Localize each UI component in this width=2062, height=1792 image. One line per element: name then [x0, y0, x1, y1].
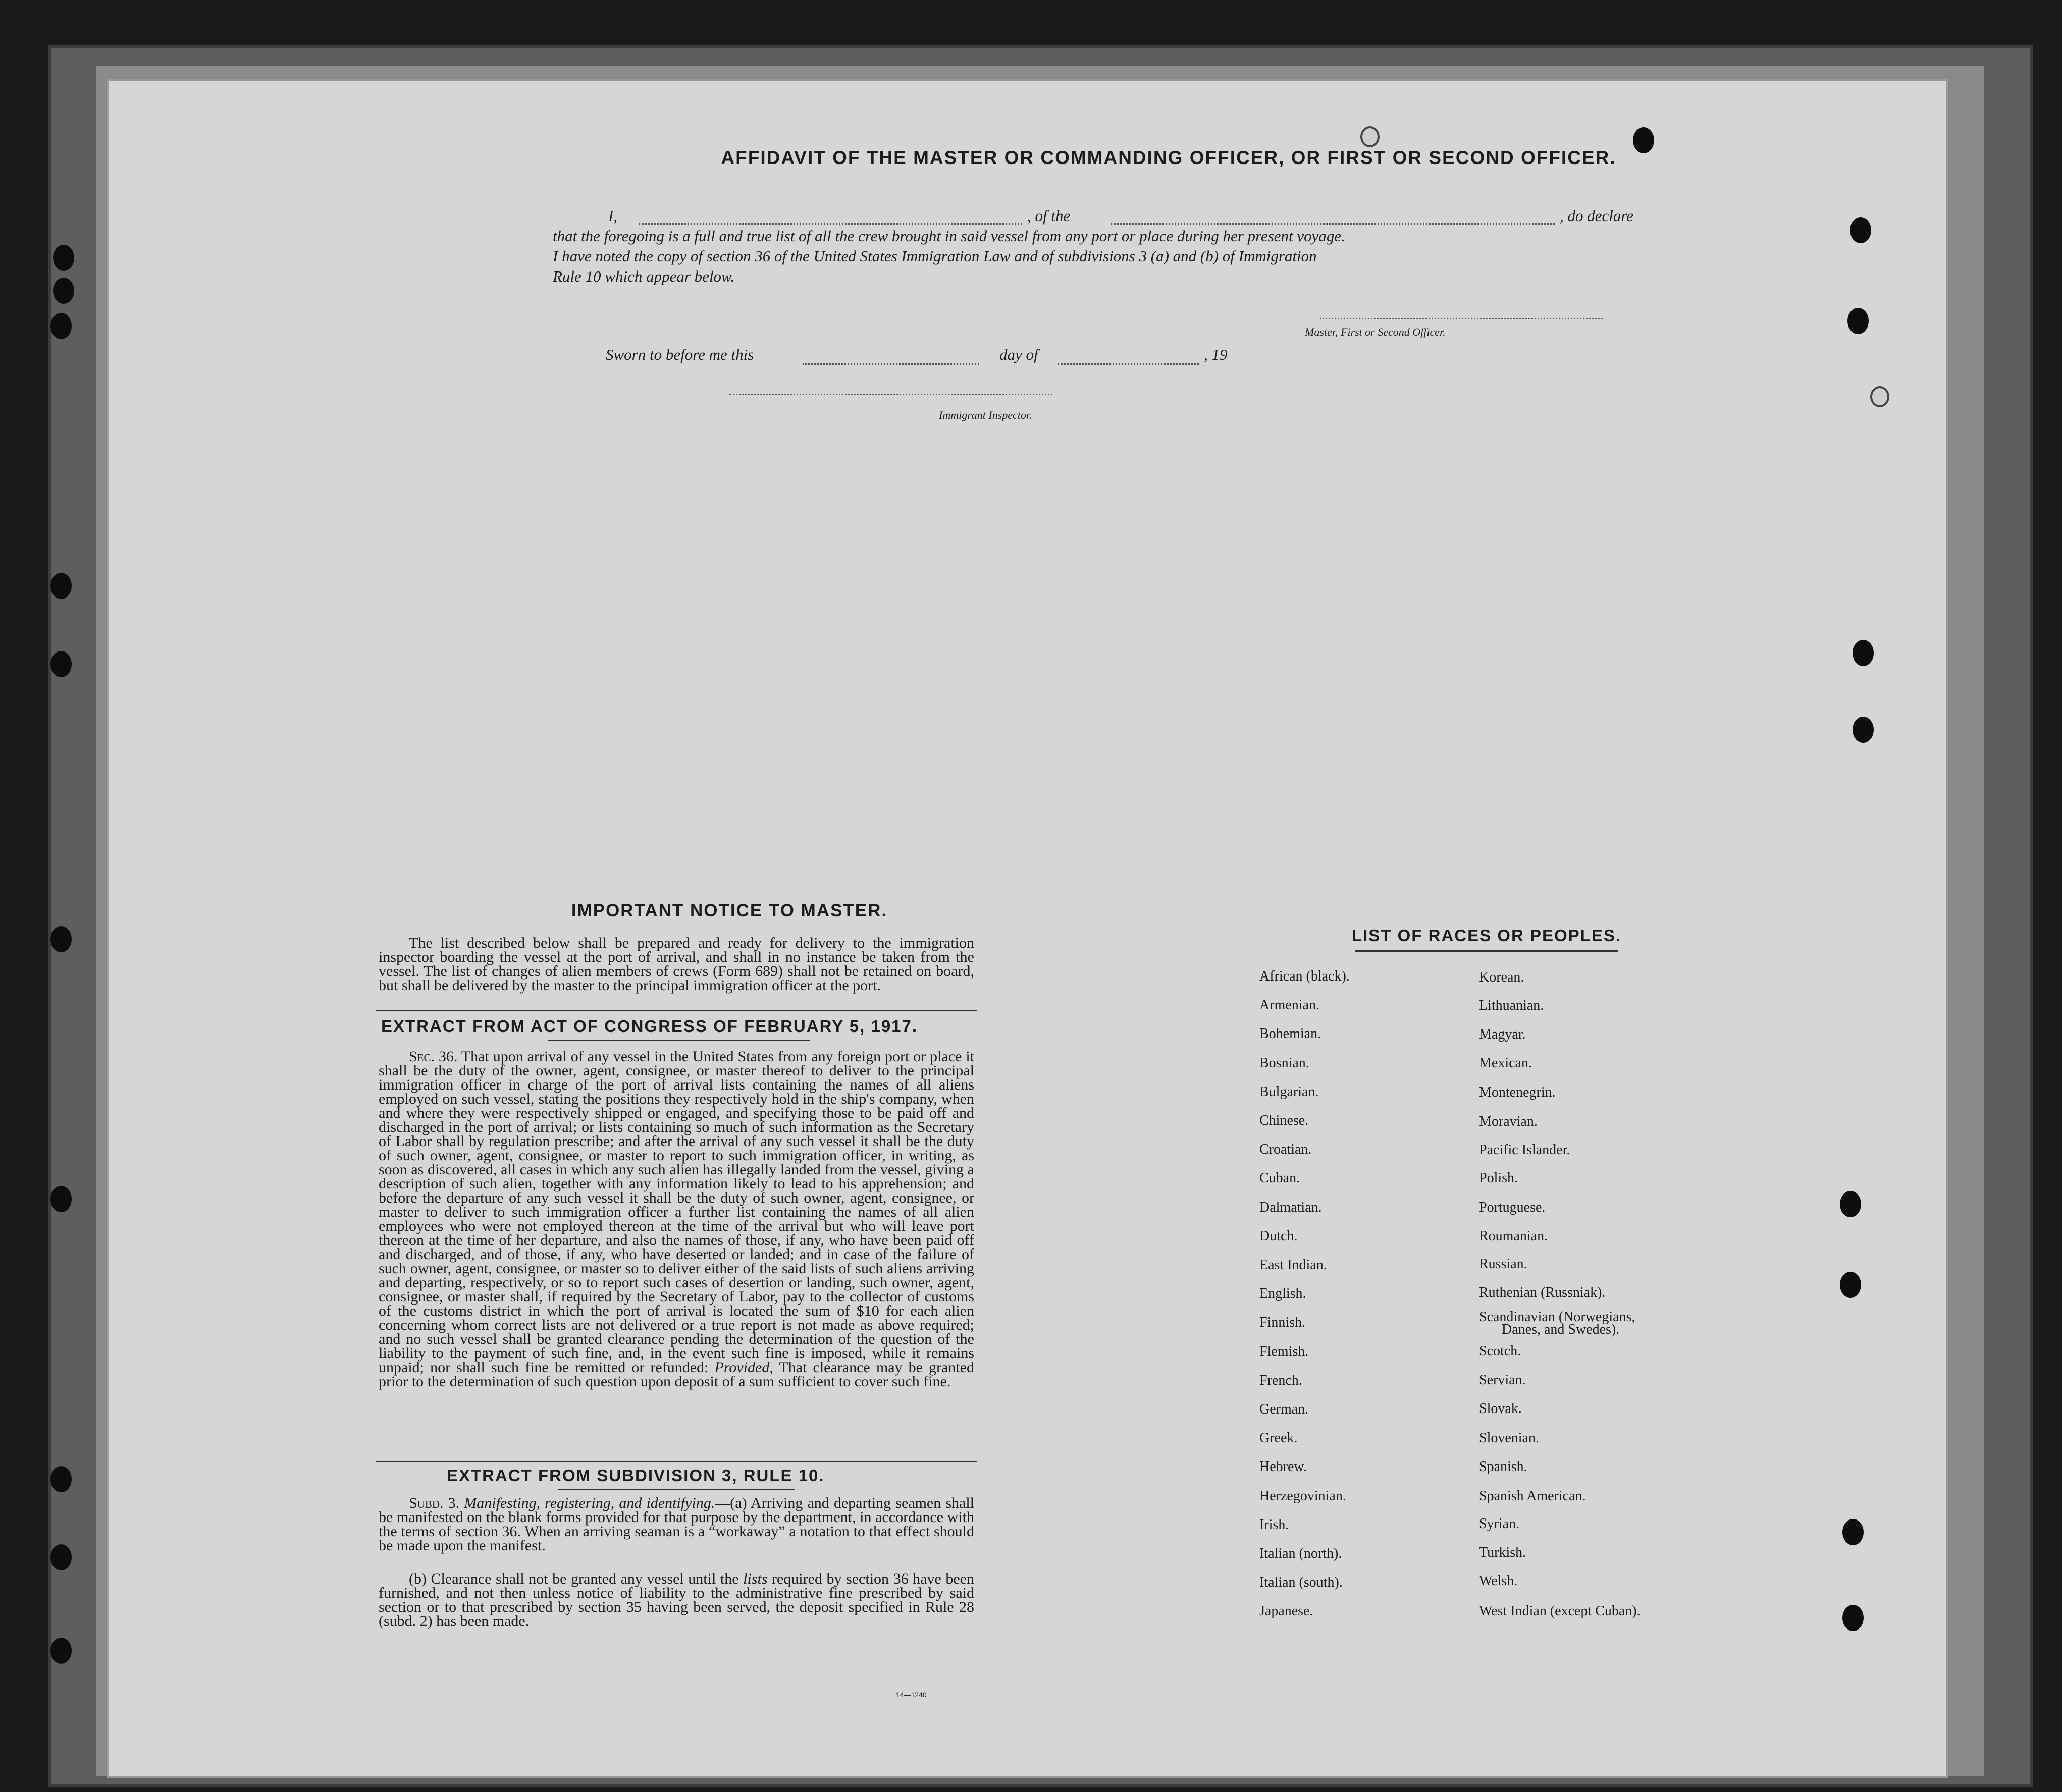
divider — [548, 1040, 810, 1041]
punch-hole — [1853, 717, 1874, 743]
para-a: —(a) Arriving and departing seamen shall be manifested on the blank forms provided for that purpose by the department, in accordance with the terms of section 36. When an arriving seaman is a “workaway” a notation to that effect should be made upon the manifest. — [379, 1495, 974, 1554]
punch-hole — [1847, 308, 1869, 334]
race-item: English. — [1259, 1286, 1306, 1302]
provided-word: Provided, — [714, 1359, 773, 1376]
race-item: Slovenian. — [1479, 1430, 1539, 1446]
race-item: Slovak. — [1479, 1401, 1522, 1417]
sec-label: Sec. 36. — [409, 1048, 458, 1065]
vessel-field[interactable] — [1111, 223, 1555, 225]
affidavit-title: AFFIDAVIT OF THE MASTER OR COMMANDING OFFICER, OR FIRST OR SECOND OFFICER. — [721, 147, 1616, 168]
subd-heading: Manifesting, registering, and identifying. — [464, 1495, 715, 1511]
punch-hole — [53, 278, 74, 304]
race-item: Portuguese. — [1479, 1200, 1546, 1215]
race-item: Korean. — [1479, 969, 1524, 985]
race-item: Italian (south). — [1259, 1574, 1343, 1591]
subdivision-a-text — [379, 1496, 974, 1553]
race-item: Montenegrin. — [1479, 1084, 1556, 1100]
race-item: Hebrew. — [1259, 1459, 1307, 1475]
race-item: Scotch. — [1479, 1343, 1521, 1359]
affidavit-of-the: , of the — [1027, 207, 1071, 225]
subdivision-b-text — [379, 1572, 974, 1628]
act-extract-title: EXTRACT FROM ACT OF CONGRESS OF FEBRUARY 5, 1917. — [381, 1017, 918, 1036]
race-item: Dutch. — [1259, 1228, 1298, 1244]
race-item: Irish. — [1259, 1516, 1289, 1533]
race-item: Russian. — [1479, 1256, 1527, 1272]
year-text: , 19 — [1204, 346, 1228, 363]
race-item: Spanish. — [1479, 1459, 1527, 1475]
race-item: Mexican. — [1479, 1055, 1532, 1071]
race-item: Scandinavian (Norwegians, — [1479, 1309, 1635, 1325]
divider — [1355, 950, 1618, 952]
races-title: LIST OF RACES OR PEOPLES. — [1351, 926, 1622, 945]
race-item: Spanish American. — [1479, 1488, 1586, 1504]
punch-hole — [50, 1638, 72, 1664]
race-item: Croatian. — [1259, 1142, 1312, 1158]
inspector-signature-field[interactable] — [729, 394, 1052, 395]
race-item: Roumanian. — [1479, 1228, 1548, 1244]
punch-hole — [50, 313, 72, 339]
race-item: Servian. — [1479, 1372, 1526, 1388]
race-item: Ruthenian (Russniak). — [1479, 1285, 1606, 1300]
race-item: Danes, and Swedes). — [1502, 1322, 1620, 1337]
race-item: Finnish. — [1259, 1315, 1306, 1331]
punch-hole — [1870, 386, 1889, 407]
para-b-rest: required by section 36 have been furnished, and not then unless notice of liability to the administrative fine prescribed by said section or to that prescribed by section 35 having been served, the deposit specified in Rule 28 (subd. 2) has been made. — [379, 1570, 974, 1630]
race-item: Turkish. — [1479, 1545, 1526, 1560]
race-item: French. — [1259, 1372, 1302, 1388]
race-item: Dalmatian. — [1259, 1199, 1322, 1215]
race-item: German. — [1259, 1401, 1309, 1417]
affidavit-do-declare: , do declare — [1560, 207, 1634, 225]
para-b-prefix: (b) Clearance shall not be granted any vessel until the — [409, 1570, 739, 1587]
notice-title: IMPORTANT NOTICE TO MASTER. — [571, 901, 888, 920]
punch-hole — [1633, 127, 1654, 153]
race-item: Bulgarian. — [1259, 1083, 1319, 1100]
race-item: Bohemian. — [1259, 1026, 1321, 1042]
rule-extract-title: EXTRACT FROM SUBDIVISION 3, RULE 10. — [447, 1466, 825, 1485]
race-item: Polish. — [1479, 1170, 1518, 1186]
sec-body: That upon arrival of any vessel in the United States from any foreign port or place it shall be the duty of the owner, agent, consignee, or master thereof to deliver to the principal immigration officer in charge of the port of arrival lists containing the names of all aliens employed on such vessel, stating the positions they respectively hold in the ship's company, when and where they were respectively shipped or engaged, and specifying those to be paid off and discharged in the port of arrival; or lists containing so much of such information as the Secretary of Labor shall by regulation prescribe; and after the arrival of any such vessel it shall be the duty of such owner, agent, consignee, or master to report to such immigration officer, in writing, as soon as discovered, all cases in which any such alien has illegally landed from the vessel, giving a description of such alien, together with any information likely to lead to his apprehension; and before the departure of any such vessel it shall be the duty of such owner, agent, consignee, or master to deliver to such immigration officer a further list containing the names of all alien employees who were not employed thereon at the time of the arrival but who will leave port thereon at the time of her departure, and also the names of those, if any, who have been paid off and discharged, and of those, if any, who have deserted or landed; and in case of the failure of such owner, agent, consignee, or master so to deliver either of the said lists of such aliens arriving and departing, respectively, or so to report such cases of desertion or landing, such owner, agent, consignee, or master shall, if required by the Secretary of Labor, pay to the collector of customs of the customs district in which the port of arrival is located the sum of $10 for each alien concerning whom correct lists are not delivered or a true report is not made as above required; and no such vessel shall be granted clearance pending the determination of the question of the liability to the payment of such fine, and, in the event such fine is imposed, while it remains unpaid; nor shall such fine be remitted or refunded: — [379, 1048, 975, 1376]
race-item: Greek. — [1259, 1430, 1298, 1446]
sworn-month-field[interactable] — [1058, 363, 1199, 365]
punch-hole — [1850, 217, 1871, 243]
punch-hole — [50, 1544, 72, 1570]
punch-hole — [1842, 1605, 1864, 1631]
race-item: West Indian (except Cuban). — [1479, 1603, 1641, 1619]
sec-end: That clearance may be granted prior to the determination of such question upon deposit of a sum sufficient to cover such fine. — [379, 1359, 974, 1390]
punch-hole — [1853, 640, 1874, 666]
race-item: Magyar. — [1479, 1026, 1526, 1042]
race-item: Herzegovinian. — [1259, 1488, 1346, 1504]
divider — [558, 1489, 795, 1490]
race-item: Lithuanian. — [1479, 998, 1544, 1013]
sworn-day-field[interactable] — [803, 363, 979, 365]
punch-hole — [50, 1186, 72, 1212]
race-item: Cuban. — [1259, 1170, 1300, 1186]
race-item: Welsh. — [1479, 1573, 1518, 1589]
race-item: Chinese. — [1259, 1113, 1309, 1128]
punch-hole — [1842, 1519, 1864, 1545]
divider — [376, 1010, 977, 1011]
race-item: African (black). — [1259, 968, 1350, 984]
form-page — [109, 81, 1946, 1776]
affidavit-line-3: I have noted the copy of section 36 of the United States Immigration Law and of subdivisions 3 (a) and (b) of Immigration — [553, 247, 1317, 265]
day-of-text: day of — [999, 346, 1038, 363]
punch-hole — [50, 926, 72, 952]
punch-hole — [1840, 1272, 1861, 1298]
sworn-text: Sworn to before me this — [606, 346, 754, 363]
punch-hole — [50, 1466, 72, 1492]
race-item: Armenian. — [1259, 997, 1319, 1013]
punch-hole — [50, 573, 72, 599]
master-label: Master, First or Second Officer. — [1305, 325, 1446, 338]
form-number: 14—1240 — [896, 1691, 927, 1699]
race-item: Moravian. — [1479, 1114, 1538, 1129]
punch-hole — [1840, 1191, 1861, 1217]
affidavit-line-4: Rule 10 which appear below. — [553, 267, 735, 285]
name-field[interactable] — [639, 223, 1022, 225]
race-item: Syrian. — [1479, 1516, 1520, 1532]
master-signature-field[interactable] — [1320, 318, 1603, 319]
punch-hole — [53, 245, 74, 271]
inspector-label: Immigrant Inspector. — [939, 409, 1032, 421]
punch-hole — [50, 651, 72, 677]
divider — [376, 1461, 977, 1462]
race-item: Flemish. — [1259, 1343, 1309, 1360]
race-item: East Indian. — [1259, 1257, 1327, 1273]
para-b-lists: lists — [743, 1570, 768, 1587]
race-item: Pacific Islander. — [1479, 1142, 1570, 1158]
notice-text: The list described below shall be prepared and ready for delivery to the immigration inspector boarding the vessel at the port of arrival, and shall in no instance be taken from the vessel. The list of changes of alien members of crews (Form 689) shall not be retained on board, but shall be delivered by the master to the principal immigration officer at the port. — [379, 935, 974, 994]
race-item: Japanese. — [1259, 1603, 1313, 1619]
punch-hole — [1360, 126, 1380, 147]
race-item: Italian (north). — [1259, 1546, 1342, 1561]
affidavit-line-2: that the foregoing is a full and true list of all the crew brought in said vessel from any port or place during her present voyage. — [553, 227, 1345, 245]
subd-label: Subd. 3. — [409, 1495, 460, 1511]
section-36-text — [379, 1050, 974, 1389]
race-item: Bosnian. — [1259, 1055, 1309, 1071]
affidavit-i: I, — [608, 207, 618, 225]
